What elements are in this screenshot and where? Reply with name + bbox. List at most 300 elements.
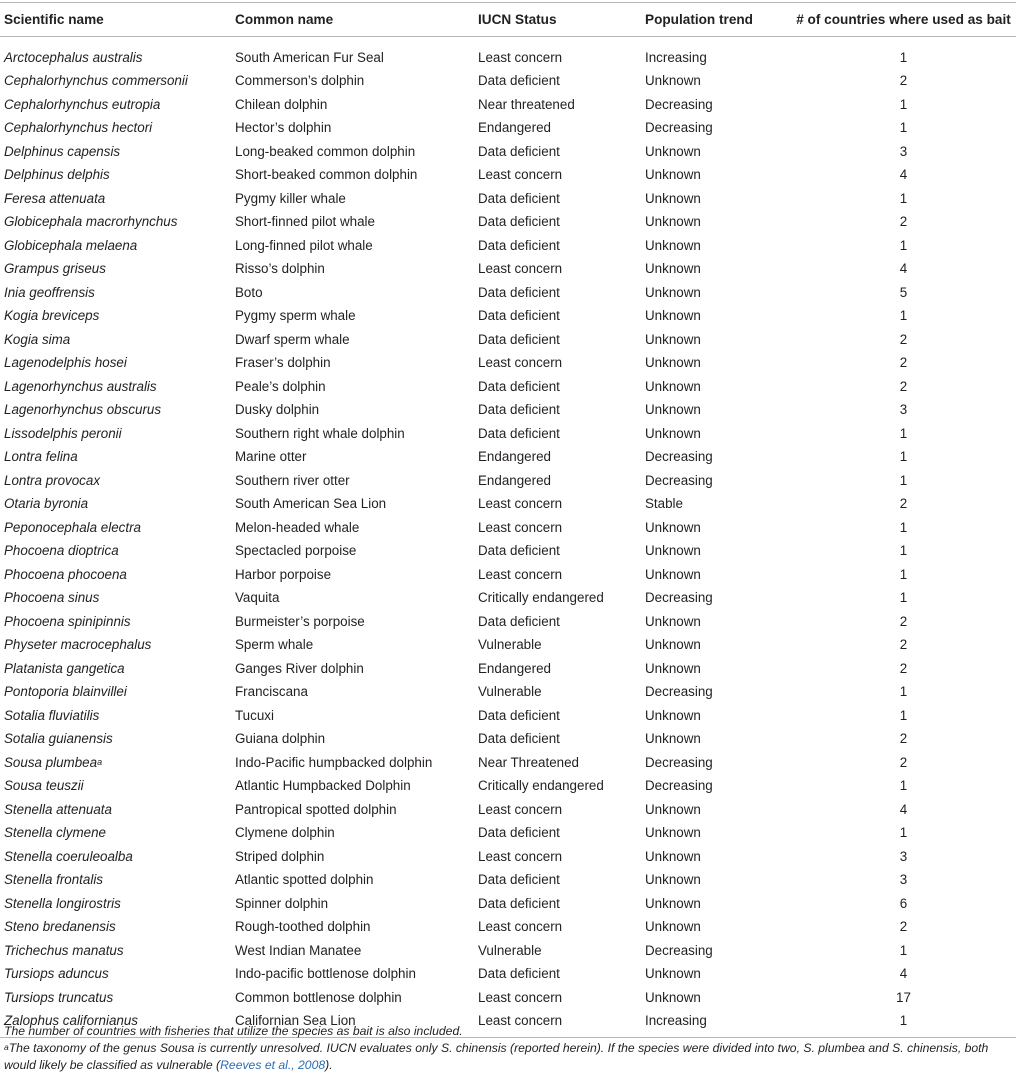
table-header	[0, 3, 1016, 37]
iucn-status-cell: Least concern	[478, 167, 563, 183]
country-count-cell: 2	[899, 378, 908, 394]
common-name-cell: Sperm whale	[235, 637, 314, 653]
common-name-cell: Melon-headed whale	[235, 519, 360, 535]
scientific-name-cell	[0, 657, 231, 681]
population-trend-cell: Unknown	[645, 848, 701, 864]
common-name-cell: Striped dolphin	[235, 848, 325, 864]
common-name-cell: Vaquita	[235, 590, 280, 606]
table-row	[0, 822, 1016, 846]
common-name-cell: Peale’s dolphin	[235, 378, 326, 394]
iucn-status-cell: Data deficient	[478, 731, 560, 747]
population-trend-cell: Unknown	[645, 284, 701, 300]
country-count-cell: 1	[899, 237, 908, 253]
population-trend-cell: Increasing	[645, 50, 707, 66]
country-count-cell: 2	[899, 637, 908, 653]
country-count-cell: 1	[899, 566, 908, 582]
iucn-status-cell: Endangered	[478, 120, 551, 136]
scientific-name: Globicephala macrorhynchus	[4, 214, 178, 230]
scientific-name-cell	[0, 822, 231, 846]
table-row	[0, 704, 1016, 728]
country-count-cell: 1	[899, 425, 908, 441]
iucn-status-cell: Data deficient	[478, 425, 560, 441]
scientific-name: Cephalorhynchus eutropia	[4, 96, 161, 112]
scientific-name-cell	[0, 187, 231, 211]
iucn-status-cell: Least concern	[478, 519, 563, 535]
scientific-name: Stenella frontalis	[4, 872, 103, 888]
country-count-cell: 3	[899, 402, 908, 418]
table-row	[0, 963, 1016, 987]
scientific-name: Steno bredanensis	[4, 919, 116, 935]
table-row	[0, 375, 1016, 399]
population-trend-cell: Unknown	[645, 660, 701, 676]
scientific-name-cell	[0, 117, 231, 141]
country-count-cell: 17	[896, 989, 911, 1005]
iucn-status-cell: Near threatened	[478, 96, 575, 112]
country-count-cell: 1	[899, 778, 908, 794]
iucn-status-cell: Least concern	[478, 566, 563, 582]
common-name-cell: Spinner dolphin	[235, 895, 329, 911]
common-name-cell: Pygmy sperm whale	[235, 308, 356, 324]
population-trend-cell: Increasing	[641, 1010, 791, 1038]
scientific-name-cell	[0, 469, 231, 493]
country-count-cell: 3	[899, 143, 908, 159]
scientific-name-cell	[0, 422, 231, 446]
common-name-cell: Hector’s dolphin	[235, 120, 332, 136]
scientific-name: Lagenorhynchus australis	[4, 378, 157, 394]
scientific-name: Tursiops truncatus	[4, 989, 114, 1005]
common-name-cell: Burmeister’s porpoise	[235, 613, 365, 629]
population-trend-cell: Unknown	[645, 331, 701, 347]
scientific-name: Inia geoffrensis	[4, 284, 95, 300]
scientific-name: Phocoena phocoena	[4, 566, 127, 582]
population-trend-cell: Unknown	[645, 167, 701, 183]
scientific-name: Sousa plumbea	[4, 754, 98, 770]
population-trend-cell: Unknown	[645, 73, 701, 89]
population-trend-cell: Decreasing	[645, 449, 713, 465]
scientific-name: Stenella clymene	[4, 825, 106, 841]
population-trend-cell: Unknown	[645, 895, 701, 911]
scientific-name-cell	[0, 798, 231, 822]
common-name-cell: Southern river otter	[235, 472, 350, 488]
iucn-status-cell: Data deficient	[478, 73, 560, 89]
population-trend-cell: Unknown	[645, 425, 701, 441]
scientific-name-cell	[0, 587, 231, 611]
table-row	[0, 892, 1016, 916]
footnote-marker: a	[4, 1042, 9, 1052]
population-trend-cell: Unknown	[645, 355, 701, 371]
table-row	[0, 916, 1016, 940]
scientific-name-cell	[0, 328, 231, 352]
population-trend-cell: Decreasing	[645, 942, 713, 958]
iucn-status-cell: Least concern	[478, 848, 563, 864]
common-name-cell: Ganges River dolphin	[235, 660, 364, 676]
table-row	[0, 657, 1016, 681]
scientific-name-cell	[0, 140, 231, 164]
footnote-marker: a	[97, 756, 103, 767]
iucn-status-cell: Critically endangered	[478, 590, 604, 606]
country-count-cell: 1	[899, 190, 908, 206]
common-name-cell: Guiana dolphin	[235, 731, 326, 747]
country-count-cell: 2	[899, 496, 908, 512]
scientific-name-cell	[0, 869, 231, 893]
footnote	[4, 1040, 1012, 1074]
table-row	[0, 399, 1016, 423]
table-row	[0, 164, 1016, 188]
scientific-name-cell	[0, 892, 231, 916]
country-count-cell: 4	[899, 801, 908, 817]
country-count-cell: 2	[899, 919, 908, 935]
common-name-cell: Southern right whale dolphin	[235, 425, 405, 441]
country-count-cell: 1	[899, 308, 908, 324]
footnote-text: The taxonomy of the genus Sousa is currently unresolved. IUCN evaluates only S. chinensis (reported herein). If the species were divided into two, S. plumbea and S. chinensis, both would likely be classified as vulnerable (	[4, 1041, 989, 1072]
scientific-name-cell	[0, 352, 231, 376]
population-trend-cell: Unknown	[645, 801, 701, 817]
scientific-name-cell	[0, 446, 231, 470]
iucn-status-cell: Least concern	[478, 355, 563, 371]
iucn-status-cell: Endangered	[478, 472, 551, 488]
general-note: The number of countries with fisheries that utilize the species as bait is also included.	[4, 1024, 463, 1038]
header-population-trend: Population trend	[641, 3, 791, 37]
iucn-status-cell: Data deficient	[478, 707, 560, 723]
scientific-name: Tursiops aduncus	[4, 966, 109, 982]
table-row	[0, 869, 1016, 893]
scientific-name: Lagenorhynchus obscurus	[4, 402, 162, 418]
country-count-cell: 4	[899, 167, 908, 183]
iucn-status-cell: Data deficient	[478, 543, 560, 559]
scientific-name: Lontra provocax	[4, 472, 101, 488]
country-count-cell: 5	[899, 284, 908, 300]
table-row	[0, 681, 1016, 705]
table-row	[0, 187, 1016, 211]
header-row	[0, 3, 1016, 37]
scientific-name-cell	[0, 493, 231, 517]
country-count-cell: 1	[899, 942, 908, 958]
table-row	[0, 798, 1016, 822]
scientific-name: Phocoena sinus	[4, 590, 100, 606]
scientific-name-cell	[0, 634, 231, 658]
population-trend-cell: Unknown	[645, 872, 701, 888]
table-row	[0, 305, 1016, 329]
header-common-name: Common name	[231, 3, 474, 37]
iucn-status-cell: Least concern	[474, 1010, 641, 1038]
population-trend-cell: Decreasing	[645, 590, 713, 606]
population-trend-cell: Unknown	[645, 402, 701, 418]
scientific-name-cell	[0, 258, 231, 282]
common-name-cell: Atlantic spotted dolphin	[235, 872, 374, 888]
iucn-status-cell: Critically endangered	[478, 778, 604, 794]
country-count-cell: 2	[899, 331, 908, 347]
population-trend-cell: Decreasing	[645, 684, 713, 700]
table-row	[0, 563, 1016, 587]
iucn-status-cell: Endangered	[478, 660, 551, 676]
scientific-name: Globicephala melaena	[4, 237, 138, 253]
common-name-cell: Pygmy killer whale	[235, 190, 346, 206]
iucn-status-cell: Least concern	[478, 919, 563, 935]
common-name-cell: Indo-pacific bottlenose dolphin	[235, 966, 416, 982]
population-trend-cell: Unknown	[645, 825, 701, 841]
iucn-status-cell: Data deficient	[478, 825, 560, 841]
table-notes	[4, 1023, 1012, 1074]
iucn-status-cell: Data deficient	[478, 872, 560, 888]
common-name-cell: Common bottlenose dolphin	[235, 989, 402, 1005]
iucn-status-cell: Data deficient	[478, 214, 560, 230]
population-trend-cell: Decreasing	[645, 754, 713, 770]
iucn-status-cell: Data deficient	[478, 237, 560, 253]
scientific-name: Lontra felina	[4, 449, 78, 465]
table-row	[0, 469, 1016, 493]
common-name-cell: Chilean dolphin	[235, 96, 328, 112]
iucn-status-cell: Data deficient	[478, 308, 560, 324]
common-name-cell: Dwarf sperm whale	[235, 331, 350, 347]
common-name-cell: Short-finned pilot whale	[235, 214, 375, 230]
common-name-cell: Long-beaked common dolphin	[235, 143, 416, 159]
common-name-cell: Clymene dolphin	[235, 825, 335, 841]
common-name-cell: Atlantic Humpbacked Dolphin	[235, 778, 411, 794]
table-row	[0, 775, 1016, 799]
table-row	[0, 610, 1016, 634]
scientific-name: Physeter macrocephalus	[4, 637, 152, 653]
country-count-cell: 1	[899, 472, 908, 488]
iucn-status-cell: Least concern	[478, 989, 563, 1005]
common-name-cell: Spectacled porpoise	[235, 543, 357, 559]
country-count-cell: 2	[899, 660, 908, 676]
table-row	[0, 516, 1016, 540]
iucn-status-cell: Least concern	[478, 496, 563, 512]
population-trend-cell: Unknown	[645, 613, 701, 629]
table-row	[0, 258, 1016, 282]
scientific-name: Peponocephala electra	[4, 519, 141, 535]
scientific-name-cell	[0, 563, 231, 587]
scientific-name-cell	[0, 375, 231, 399]
iucn-status-cell: Data deficient	[478, 284, 560, 300]
population-trend-cell: Unknown	[645, 378, 701, 394]
scientific-name-cell	[0, 234, 231, 258]
table-row	[0, 845, 1016, 869]
common-name-cell: Fraser’s dolphin	[235, 355, 331, 371]
common-name-cell: South American Sea Lion	[235, 496, 387, 512]
population-trend-cell: Unknown	[645, 519, 701, 535]
country-count-cell: 1	[899, 50, 908, 66]
country-count-cell: 2	[899, 214, 908, 230]
iucn-status-cell: Near Threatened	[478, 754, 579, 770]
scientific-name: Kogia sima	[4, 331, 71, 347]
scientific-name-cell	[0, 963, 231, 987]
scientific-name-cell	[0, 681, 231, 705]
population-trend-cell: Unknown	[645, 308, 701, 324]
population-trend-cell: Unknown	[645, 237, 701, 253]
country-count-cell: 2	[899, 73, 908, 89]
scientific-name-cell	[0, 728, 231, 752]
common-name-cell: Tucuxi	[235, 707, 274, 723]
iucn-status-cell: Vulnerable	[478, 942, 542, 958]
population-trend-cell: Unknown	[645, 966, 701, 982]
population-trend-cell: Unknown	[645, 261, 701, 277]
scientific-name: Phocoena spinipinnis	[4, 613, 131, 629]
scientific-name: Sousa teuszii	[4, 778, 84, 794]
table-row	[0, 422, 1016, 446]
scientific-name: Pontoporia blainvillei	[4, 684, 127, 700]
iucn-status-cell: Least concern	[478, 801, 563, 817]
scientific-name-cell	[0, 164, 231, 188]
reference-link[interactable]: Reeves et al., 2008	[220, 1058, 326, 1072]
scientific-name-cell	[0, 516, 231, 540]
iucn-status-cell: Endangered	[478, 449, 551, 465]
table-row	[0, 234, 1016, 258]
population-trend-cell: Unknown	[645, 543, 701, 559]
iucn-status-cell: Data deficient	[478, 966, 560, 982]
scientific-name: Delphinus delphis	[4, 167, 110, 183]
population-trend-cell: Unknown	[645, 989, 701, 1005]
table-row	[0, 140, 1016, 164]
scientific-name-cell	[0, 37, 231, 70]
scientific-name: Platanista gangetica	[4, 660, 125, 676]
iucn-status-cell: Data deficient	[478, 190, 560, 206]
country-count-cell: 2	[899, 355, 908, 371]
common-name-cell: Long-finned pilot whale	[235, 237, 373, 253]
table-row	[0, 93, 1016, 117]
table-row	[0, 493, 1016, 517]
population-trend-cell: Decreasing	[645, 778, 713, 794]
iucn-status-cell: Data deficient	[478, 613, 560, 629]
scientific-name: Kogia breviceps	[4, 308, 100, 324]
common-name-cell: Commerson’s dolphin	[235, 73, 365, 89]
scientific-name-cell	[0, 845, 231, 869]
scientific-name: Grampus griseus	[4, 261, 106, 277]
scientific-name: Sotalia guianensis	[4, 731, 113, 747]
iucn-status-cell: Data deficient	[478, 378, 560, 394]
scientific-name: Arctocephalus australis	[4, 50, 143, 66]
common-name-cell: West Indian Manatee	[235, 942, 362, 958]
scientific-name: Lissodelphis peronii	[4, 425, 122, 441]
iucn-status-cell: Data deficient	[478, 331, 560, 347]
common-name-cell: Indo-Pacific humpbacked dolphin	[235, 754, 433, 770]
table-row	[0, 281, 1016, 305]
scientific-name: Otaria byronia	[4, 496, 89, 512]
population-trend-cell: Unknown	[645, 214, 701, 230]
scientific-name-cell	[0, 211, 231, 235]
common-name-cell: Marine otter	[235, 449, 307, 465]
common-name-cell: Dusky dolphin	[235, 402, 320, 418]
scientific-name: Lagenodelphis hosei	[4, 355, 127, 371]
common-name-cell: Pantropical spotted dolphin	[235, 801, 397, 817]
population-trend-cell: Decreasing	[645, 96, 713, 112]
scientific-name: Feresa attenuata	[4, 190, 106, 206]
iucn-status-cell: Data deficient	[478, 895, 560, 911]
country-count-cell: 1	[899, 684, 908, 700]
country-count-cell: 1	[899, 707, 908, 723]
table-row	[0, 728, 1016, 752]
population-trend-cell: Stable	[645, 496, 683, 512]
iucn-status-cell: Data deficient	[478, 402, 560, 418]
table-body	[0, 37, 1016, 1038]
country-count-cell: 2	[899, 754, 908, 770]
scientific-name: Cephalorhynchus hectori	[4, 120, 153, 136]
table-row	[0, 939, 1016, 963]
population-trend-cell: Decreasing	[645, 120, 713, 136]
scientific-name-cell	[0, 281, 231, 305]
scientific-name-cell	[0, 775, 231, 799]
common-name-cell: Harbor porpoise	[235, 566, 332, 582]
country-count-cell: 1	[899, 449, 908, 465]
scientific-name: Delphinus capensis	[4, 143, 121, 159]
country-count-cell: 2	[899, 613, 908, 629]
scientific-name-cell	[0, 70, 231, 94]
scientific-name-cell	[0, 399, 231, 423]
species-table	[0, 2, 1016, 1038]
iucn-status-cell: Data deficient	[478, 143, 560, 159]
table-row	[0, 634, 1016, 658]
table-row	[0, 446, 1016, 470]
country-count-cell: 2	[899, 731, 908, 747]
population-trend-cell: Unknown	[645, 190, 701, 206]
scientific-name-cell	[0, 704, 231, 728]
scientific-name-cell	[0, 751, 231, 775]
common-name-cell: Rough-toothed dolphin	[235, 919, 371, 935]
common-name-cell: South American Fur Seal	[235, 50, 384, 66]
common-name-cell: Californian Sea Lion	[231, 1010, 474, 1038]
scientific-name: Stenella attenuata	[4, 801, 112, 817]
population-trend-cell: Unknown	[645, 731, 701, 747]
population-trend-cell: Unknown	[645, 566, 701, 582]
header-iucn-status: IUCN Status	[474, 3, 641, 37]
country-count-cell: 1	[899, 120, 908, 136]
table-row	[0, 117, 1016, 141]
iucn-status-cell: Vulnerable	[478, 684, 542, 700]
table-row	[0, 587, 1016, 611]
country-count-cell: 3	[899, 872, 908, 888]
scientific-name-cell	[0, 986, 231, 1010]
scientific-name-cell	[0, 916, 231, 940]
scientific-name-cell	[0, 93, 231, 117]
table-row	[0, 70, 1016, 94]
table-row	[0, 328, 1016, 352]
country-count-cell: 1	[899, 543, 908, 559]
scientific-name-cell	[0, 305, 231, 329]
scientific-name: Zalophus californianus	[4, 1012, 138, 1028]
country-count-cell: 1	[899, 825, 908, 841]
country-count-cell: 6	[899, 895, 908, 911]
iucn-status-cell: Least concern	[478, 261, 563, 277]
table-row	[0, 352, 1016, 376]
country-count-cell: 3	[899, 848, 908, 864]
country-count-cell: 1	[899, 519, 908, 535]
iucn-status-cell: Least concern	[478, 50, 563, 66]
iucn-status-cell: Vulnerable	[478, 637, 542, 653]
scientific-name: Cephalorhynchus commersonii	[4, 73, 188, 89]
country-count-cell: 1	[899, 590, 908, 606]
scientific-name-cell	[0, 540, 231, 564]
table-row	[0, 37, 1016, 70]
table-row	[0, 211, 1016, 235]
population-trend-cell: Unknown	[645, 707, 701, 723]
header-country-count: # of countries where used as bait	[791, 3, 1016, 37]
country-count-cell: 4	[899, 966, 908, 982]
common-name-cell: Short-beaked common dolphin	[235, 167, 418, 183]
common-name-cell: Boto	[235, 284, 263, 300]
population-trend-cell: Decreasing	[645, 472, 713, 488]
footnote-end: ).	[325, 1058, 333, 1072]
table-row	[0, 540, 1016, 564]
scientific-name: Phocoena dioptrica	[4, 543, 119, 559]
table-row	[0, 751, 1016, 775]
population-trend-cell: Unknown	[645, 637, 701, 653]
country-count-cell: 4	[899, 261, 908, 277]
country-count-cell: 1	[791, 1010, 1016, 1038]
country-count-cell: 1	[899, 96, 908, 112]
common-name-cell: Franciscana	[235, 684, 308, 700]
scientific-name: Stenella longirostris	[4, 895, 121, 911]
population-trend-cell: Unknown	[645, 143, 701, 159]
